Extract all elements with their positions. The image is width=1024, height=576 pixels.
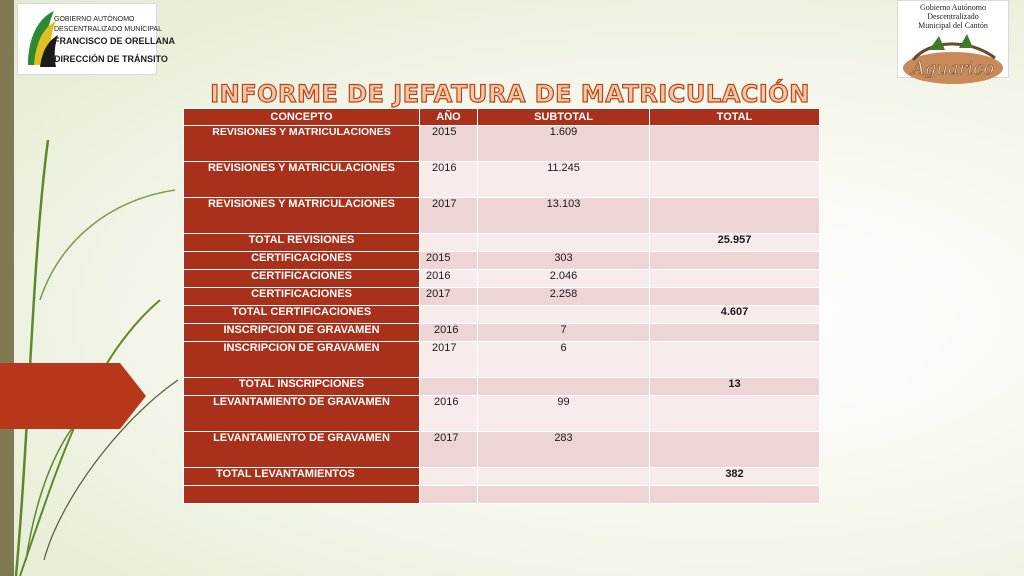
table-row [184,162,820,198]
cell-total [650,252,820,270]
gad-aguarico-logo [897,0,1009,78]
table-row [184,324,820,342]
cell-subtotal: 303 [478,252,650,270]
cell-concepto: REVISIONES Y MATRICULACIONES [184,198,420,234]
logo-left-line4: DIRECCIÓN DE TRÁNSITO [54,54,168,64]
cell-concepto: LEVANTAMIENTO DE GRAVAMEN [184,432,420,468]
cell-total [650,324,820,342]
cell-anio [420,306,478,324]
cell-anio: 2015 [420,252,478,270]
table-row [184,342,820,378]
cell-anio: 2017 [420,432,478,468]
col-header-concepto: CONCEPTO [184,109,420,126]
cell-total [650,198,820,234]
aguarico-script-text: Aguarico [911,58,995,79]
cell-anio: 2016 [420,270,478,288]
table-row [184,126,820,162]
col-header-total: TOTAL [650,109,820,126]
logo-right-line2: Municipal del Cantón [918,21,988,30]
table-row [184,432,820,468]
direccion-transito-logo [17,3,175,75]
cell-subtotal: 11.245 [478,162,650,198]
cell-total [650,288,820,306]
cell-concepto: CERTIFICACIONES [184,288,420,306]
table-row [184,198,820,234]
cell-subtotal: 6 [478,342,650,378]
matriculacion-table [183,108,820,504]
arrow-tab-shape [0,363,150,429]
cell-anio [420,468,478,486]
col-header-subtotal: SUBTOTAL [478,109,650,126]
cell-anio [420,486,478,504]
table-row-total [184,378,820,396]
cell-total: 382 [650,468,820,486]
page-title: INFORME DE JEFATURA DE MATRICULACIÓN [210,80,810,108]
logo-right-line1: Gobierno Autónomo Descentralizado [920,3,986,21]
cell-anio: 2017 [420,288,478,306]
cell-subtotal [478,486,650,504]
cell-concepto: TOTAL CERTIFICACIONES [184,306,420,324]
cell-total: 13 [650,378,820,396]
logo-left-line1: GOBIERNO AUTÓNOMO [54,16,135,23]
cell-concepto: LEVANTAMIENTO DE GRAVAMEN [184,396,420,432]
cell-subtotal: 2.046 [478,270,650,288]
cell-concepto: INSCRIPCION DE GRAVAMEN [184,324,420,342]
table-row-empty [184,486,820,504]
cell-concepto: CERTIFICACIONES [184,270,420,288]
cell-total [650,342,820,378]
cell-concepto: INSCRIPCION DE GRAVAMEN [184,342,420,378]
decorative-vines [0,0,200,576]
cell-anio: 2016 [420,396,478,432]
cell-anio: 2015 [420,126,478,162]
cell-anio: 2017 [420,342,478,378]
cell-subtotal: 2.258 [478,288,650,306]
aguarico-emblem [899,30,1007,86]
cell-subtotal [478,468,650,486]
cell-subtotal: 99 [478,396,650,432]
cell-total [650,162,820,198]
table-row [184,396,820,432]
cell-concepto [184,486,420,504]
logo-left-line3: FRANCISCO DE ORELLANA [54,36,175,46]
cell-subtotal [478,234,650,252]
cell-total [650,486,820,504]
cell-total [650,432,820,468]
table-row [184,288,820,306]
cell-total: 25.957 [650,234,820,252]
cell-concepto: REVISIONES Y MATRICULACIONES [184,162,420,198]
cell-concepto: TOTAL INSCRIPCIONES [184,378,420,396]
cell-subtotal [478,306,650,324]
cell-anio: 2016 [420,162,478,198]
cell-concepto: REVISIONES Y MATRICULACIONES [184,126,420,162]
table-row-total [184,468,820,486]
table-header-row [184,109,820,126]
table-row-total [184,234,820,252]
cell-anio [420,234,478,252]
cell-subtotal [478,378,650,396]
cell-anio [420,378,478,396]
cell-subtotal: 1.609 [478,126,650,162]
cell-subtotal: 7 [478,324,650,342]
cell-total [650,126,820,162]
cell-total: 4.607 [650,306,820,324]
cell-concepto: TOTAL LEVANTAMIENTOS [184,468,420,486]
cell-concepto: CERTIFICACIONES [184,252,420,270]
cell-concepto: TOTAL REVISIONES [184,234,420,252]
cell-anio: 2017 [420,198,478,234]
cell-subtotal: 283 [478,432,650,468]
table-row [184,252,820,270]
cell-total [650,396,820,432]
cell-total [650,270,820,288]
table-row-total [184,306,820,324]
cell-anio: 2016 [420,324,478,342]
col-header-anio: AÑO [420,109,478,126]
logo-left-line2: DESCENTRALIZADO MUNICIPAL [54,26,162,33]
table-row [184,270,820,288]
cell-subtotal: 13.103 [478,198,650,234]
